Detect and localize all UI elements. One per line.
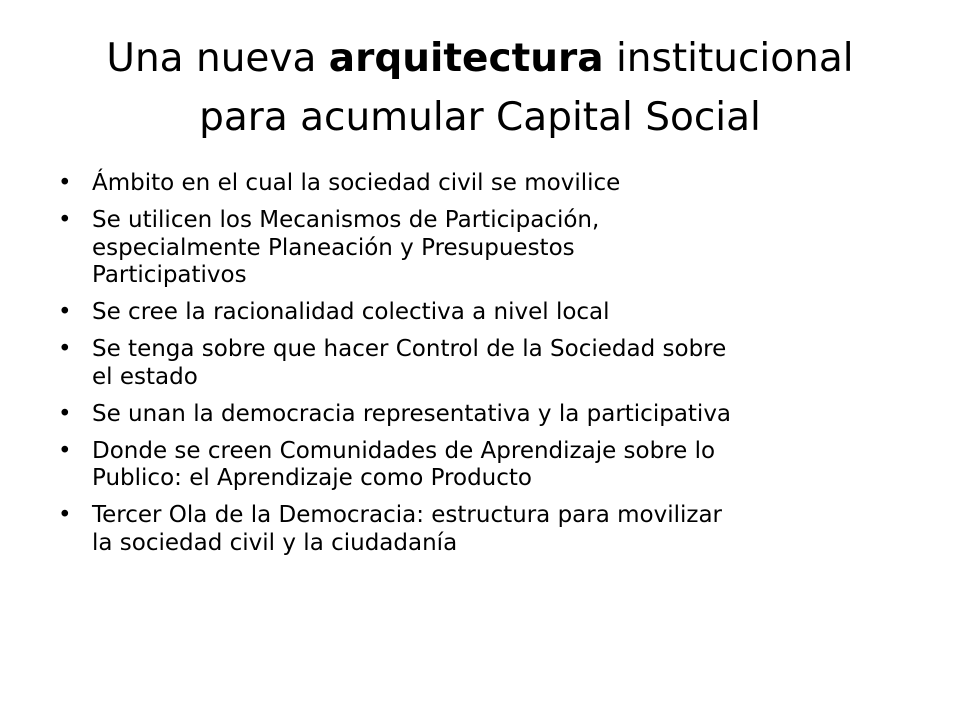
bullet-2-line-1: Se utilicen los Mecanismos de Participación, (92, 206, 600, 233)
title-text-part2: institucional (603, 36, 854, 81)
title-emphasis: arquitectura (328, 36, 604, 81)
bullet-item-7 (0, 502, 930, 558)
bullet-7-line-2: la sociedad civil y la ciudadanía (92, 530, 458, 557)
bullet-item-5 (0, 401, 930, 429)
bullet-7-line-1: Tercer Ola de la Democracia: estructura para movilizar (92, 502, 723, 529)
bullet-4-line-1: Se tenga sobre que hacer Control de la Sociedad sobre (92, 336, 727, 363)
bullet-item-2 (0, 207, 930, 290)
slide-title (60, 30, 900, 147)
bullet-dot-icon: • (58, 170, 72, 196)
bullet-list (0, 170, 930, 567)
bullet-5-line-1: Se unan la democracia representativa y la participativa (92, 400, 732, 427)
bullet-3-line-1: Se cree la racionalidad colectiva a nivel local (92, 299, 610, 326)
bullet-2-line-2: especialmente Planeación y Presupuestos (92, 234, 575, 261)
bullet-1-line-1: Ámbito en el cual la sociedad civil se movilice (92, 170, 621, 196)
bullet-dot-icon: • (58, 437, 72, 464)
bullet-6-line-1: Donde se creen Comunidades de Aprendizaje sobre lo (92, 437, 716, 464)
bullet-item-1 (0, 170, 930, 198)
bullet-dot-icon: • (58, 400, 72, 427)
bullet-6-line-2: Publico: el Aprendizaje como Producto (92, 465, 532, 492)
bullet-dot-icon: • (58, 502, 72, 529)
title-text-part1: Una nueva (106, 36, 329, 81)
bullet-dot-icon: • (58, 206, 72, 233)
bullet-2-line-3: Participativos (92, 262, 247, 289)
bullet-item-6 (0, 438, 930, 494)
bullet-item-3 (0, 299, 930, 327)
bullet-dot-icon: • (58, 336, 72, 363)
bullet-item-4 (0, 336, 930, 392)
title-line-2: para acumular Capital Social (199, 94, 761, 140)
bullet-4-line-2: el estado (92, 363, 198, 390)
bullet-dot-icon: • (58, 299, 72, 326)
